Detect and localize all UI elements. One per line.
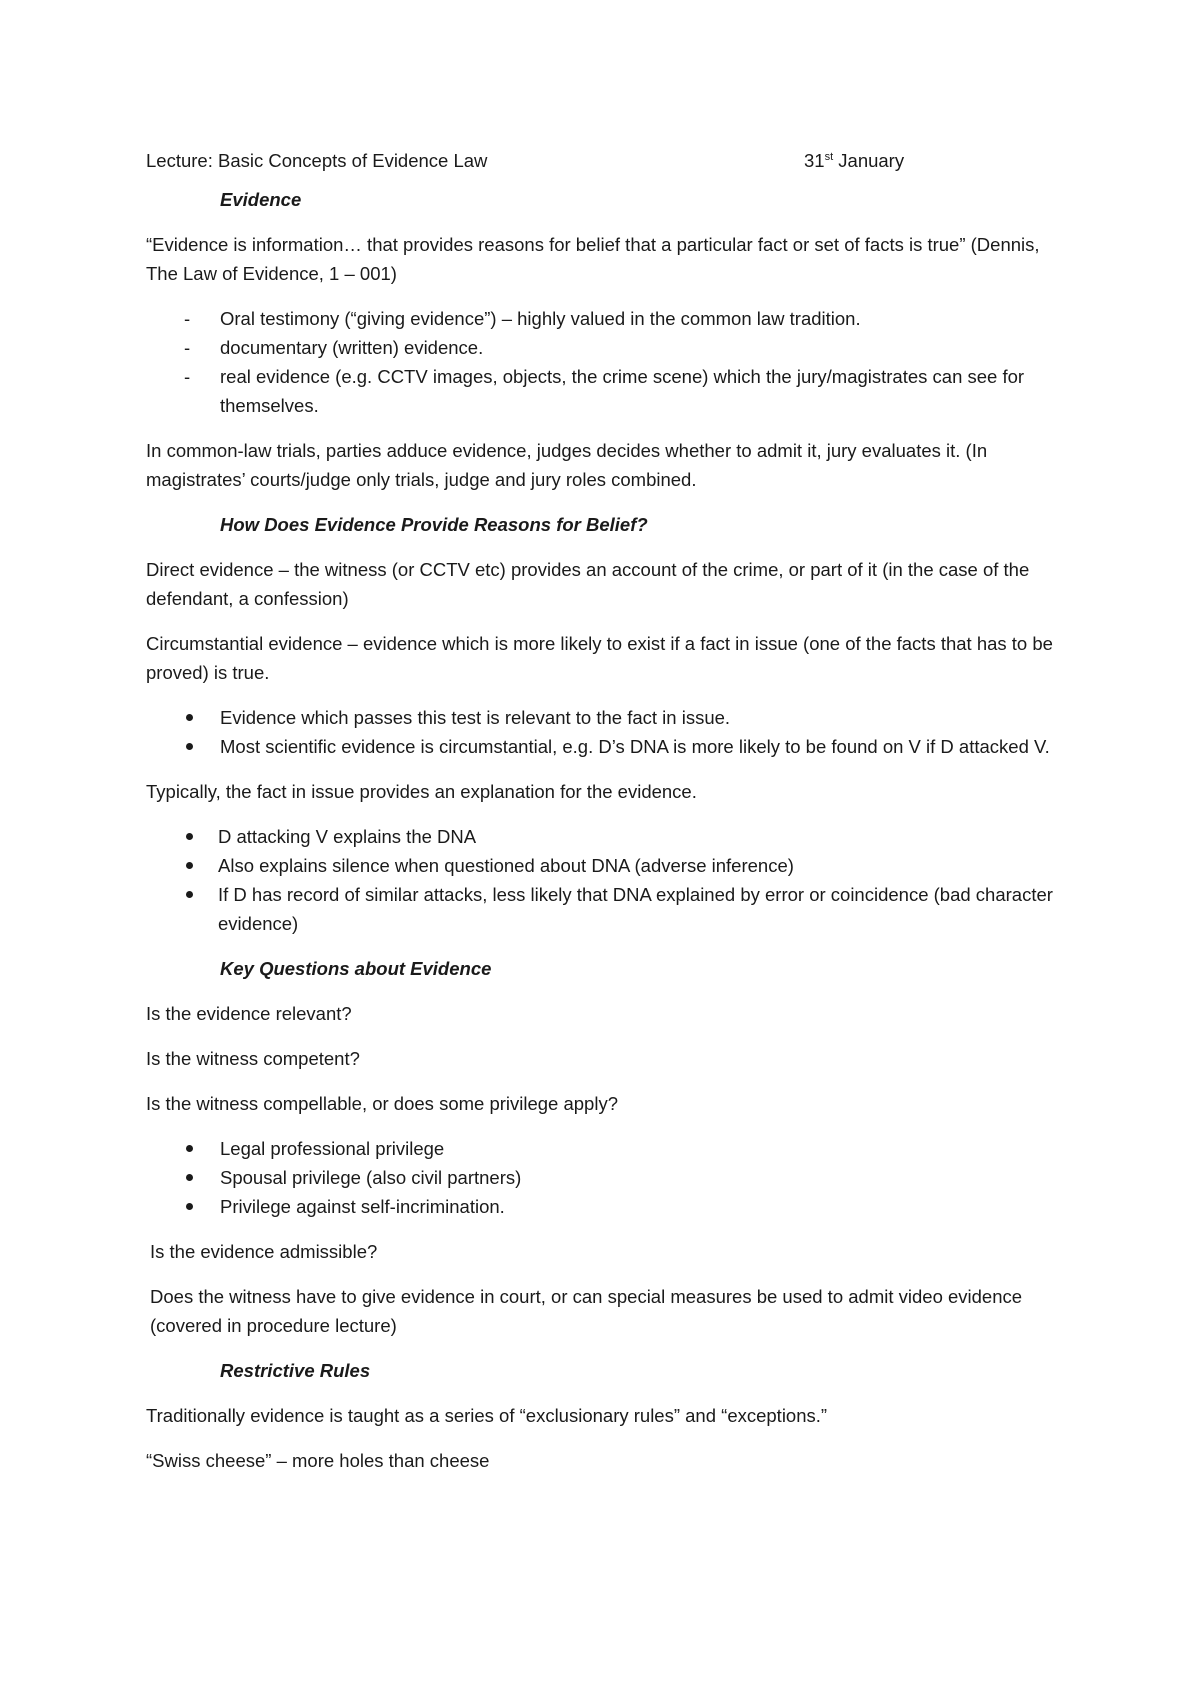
question-admissible: Is the evidence admissible? bbox=[150, 1241, 378, 1262]
dash-marker: - bbox=[184, 308, 191, 329]
heading-restrictive-rules: Restrictive Rules bbox=[220, 1360, 371, 1381]
list-item-text: Oral testimony (“giving evidence”) – highly valued in the common law tradition. bbox=[220, 308, 861, 329]
document-header bbox=[146, 146, 1066, 175]
dash-marker: - bbox=[184, 337, 191, 358]
lecture-title: Lecture: Basic Concepts of Evidence Law bbox=[146, 150, 488, 171]
list-item bbox=[146, 732, 1066, 761]
question-compellable: Is the witness compellable, or does some privilege apply? bbox=[146, 1093, 618, 1114]
bullet-marker bbox=[186, 833, 193, 840]
list-item-text: real evidence (e.g. CCTV images, objects, the crime scene) which the jury/magistrates can see for themselves. bbox=[220, 366, 1025, 416]
lecture-date bbox=[804, 146, 904, 175]
common-law-trials-paragraph: In common-law trials, parties adduce evidence, judges decides whether to admit it, jury evaluates it. (In magistrates’ courts/judge only trials, judge and jury roles combined. bbox=[146, 440, 988, 490]
list-item bbox=[146, 1192, 1066, 1221]
bullet-marker bbox=[186, 891, 193, 898]
evidence-types-list bbox=[146, 304, 1066, 420]
list-item-text: documentary (written) evidence. bbox=[220, 337, 484, 358]
date-suffix: st bbox=[824, 150, 834, 163]
circumstantial-list bbox=[146, 703, 1066, 761]
date-day: 31 bbox=[804, 150, 825, 171]
explanation-list bbox=[146, 822, 1066, 938]
list-item-text: D attacking V explains the DNA bbox=[218, 826, 477, 847]
bullet-marker bbox=[186, 1145, 193, 1152]
direct-evidence-paragraph: Direct evidence – the witness (or CCTV etc) provides an account of the crime, or part of it (in the case of the defendant, a confession) bbox=[146, 559, 1030, 609]
dash-marker: - bbox=[184, 366, 191, 387]
list-item bbox=[146, 851, 1066, 880]
list-item-text: Privilege against self-incrimination. bbox=[220, 1196, 505, 1217]
exclusionary-rules-paragraph: Traditionally evidence is taught as a series of “exclusionary rules” and “exceptions.” bbox=[146, 1405, 828, 1426]
evidence-definition-quote: “Evidence is information… that provides reasons for belief that a particular fact or set of facts is true” (Dennis, The Law of Evidence, 1 – 001) bbox=[146, 234, 1040, 284]
bullet-marker bbox=[186, 1174, 193, 1181]
list-item-text: Evidence which passes this test is relevant to the fact in issue. bbox=[220, 707, 731, 728]
list-item bbox=[146, 822, 1066, 851]
list-item bbox=[146, 1163, 1066, 1192]
list-item-text: Legal professional privilege bbox=[220, 1138, 445, 1159]
date-month: January bbox=[833, 150, 905, 171]
document-body bbox=[146, 146, 1066, 1491]
list-item-text: Also explains silence when questioned about DNA (adverse inference) bbox=[218, 855, 794, 876]
heading-evidence: Evidence bbox=[220, 189, 302, 210]
privilege-list bbox=[146, 1134, 1066, 1221]
list-item bbox=[146, 703, 1066, 732]
list-item bbox=[146, 333, 1066, 362]
typically-paragraph: Typically, the fact in issue provides an explanation for the evidence. bbox=[146, 781, 697, 802]
list-item bbox=[146, 880, 1066, 938]
list-item-text: If D has record of similar attacks, less likely that DNA explained by error or coincidence (bad character evidence) bbox=[218, 884, 1053, 934]
list-item-text: Spousal privilege (also civil partners) bbox=[220, 1167, 522, 1188]
heading-reasons-for-belief: How Does Evidence Provide Reasons for Belief? bbox=[220, 514, 648, 535]
list-item bbox=[146, 362, 1066, 420]
bullet-marker bbox=[186, 862, 193, 869]
question-relevant: Is the evidence relevant? bbox=[146, 1003, 352, 1024]
list-item bbox=[146, 304, 1066, 333]
bullet-marker bbox=[186, 714, 193, 721]
circumstantial-evidence-paragraph: Circumstantial evidence – evidence which is more likely to exist if a fact in issue (one of the facts that has to be proved) is true. bbox=[146, 633, 1053, 683]
list-item bbox=[146, 1134, 1066, 1163]
list-item-text: Most scientific evidence is circumstantial, e.g. D’s DNA is more likely to be found on V if D attacked V. bbox=[220, 736, 1050, 757]
swiss-cheese-paragraph: “Swiss cheese” – more holes than cheese bbox=[146, 1450, 490, 1471]
bullet-marker bbox=[186, 743, 193, 750]
heading-key-questions: Key Questions about Evidence bbox=[220, 958, 492, 979]
question-special-measures: Does the witness have to give evidence in court, or can special measures be used to admit video evidence (covered in procedure lecture) bbox=[150, 1286, 1023, 1336]
question-competent: Is the witness competent? bbox=[146, 1048, 360, 1069]
bullet-marker bbox=[186, 1203, 193, 1210]
